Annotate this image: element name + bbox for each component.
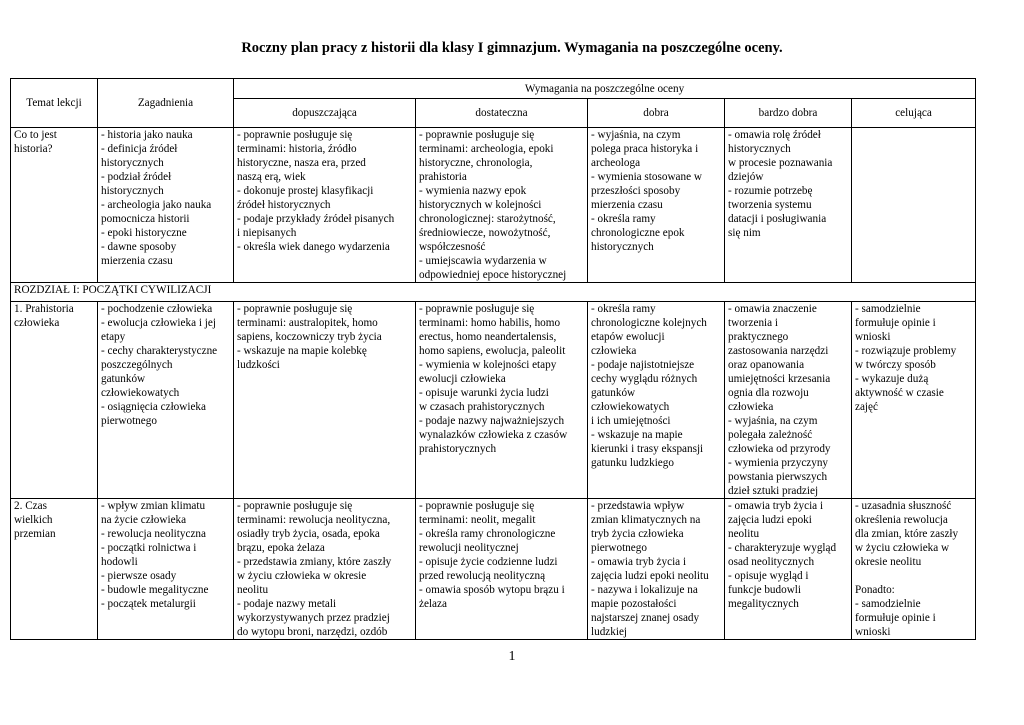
- page-number: 1: [508, 649, 516, 664]
- cell-line: w czasach prahistorycznych: [419, 401, 545, 413]
- cell-line: - wymienia nazwy epok: [419, 185, 527, 197]
- cell-line: chronologicznej: starożytność,: [419, 213, 556, 225]
- cell-line: w procesie poznawania: [728, 157, 833, 169]
- header-issues: Zagadnienia: [98, 79, 234, 128]
- cell-line: wnioski: [855, 626, 891, 638]
- cell-line: - poprawnie posługuje się: [237, 500, 353, 512]
- cell-line: - początki rolnictwa i: [101, 542, 197, 554]
- cell-line: polegała zależność: [728, 429, 813, 441]
- cell-line: człowiekowatych: [101, 387, 180, 399]
- cell-line: człowieka: [728, 401, 774, 413]
- cell-topic: [11, 128, 98, 283]
- cell-topic: [11, 302, 98, 499]
- cell-line: - określa ramy: [591, 213, 656, 225]
- cell-line: funkcje budowli: [728, 584, 802, 596]
- cell-line: - pierwsze osady: [101, 570, 177, 582]
- cell-line: - opisuje życie codzienne ludzi: [419, 556, 558, 568]
- cell-line: ludzkości: [237, 359, 280, 371]
- cell-line: przed rewolucją neolityczną: [419, 570, 546, 582]
- cell-line: średniowiecze, nowożytność,: [419, 227, 551, 239]
- cell-line: formułuje opinie i: [855, 612, 936, 624]
- cell-dobra: [588, 499, 725, 640]
- cell-line: brązu, epoka żelaza: [237, 542, 325, 554]
- cell-line: tworzenia systemu: [728, 199, 812, 211]
- cell-line: prahistoria: [419, 171, 467, 183]
- cell-line: terminami: neolit, megalit: [419, 514, 536, 526]
- cell-line: - charakteryzuje wygląd: [728, 542, 837, 554]
- cell-line: chronologiczne epok: [591, 227, 685, 239]
- cell-line: - rewolucja neolityczna: [101, 528, 206, 540]
- cell-line: rewolucji neolitycznej: [419, 542, 519, 554]
- requirements-table: [10, 78, 976, 640]
- cell-line: polega praca historyka i: [591, 143, 699, 155]
- cell-line: etapy: [101, 331, 126, 343]
- cell-line: - uzasadnia słuszność: [855, 500, 952, 512]
- cell-line: historycznych w kolejności: [419, 199, 542, 211]
- cell-line: - poprawnie posługuje się: [419, 303, 535, 315]
- cell-line: wynalazków człowieka z czasów: [419, 429, 568, 441]
- cell-line: zajęcia ludzi epoki neolitu: [591, 570, 709, 582]
- cell-line: - przedstawia zmiany, które zaszły: [237, 556, 392, 568]
- cell-line: - umiejscawia wydarzenia w: [419, 255, 547, 267]
- cell-line: neolitu: [728, 528, 760, 540]
- cell-line: - wskazuje na mapie: [591, 429, 683, 441]
- cell-line: datacji i posługiwania: [728, 213, 827, 225]
- header-grade-dobra: dobra: [588, 99, 725, 128]
- cell-line: erectus, homo neandertalensis,: [419, 331, 557, 343]
- cell-line: - wymienia stosowane w: [591, 171, 702, 183]
- cell-line: i ich umiejętności: [591, 415, 671, 427]
- cell-line: historycznych: [591, 241, 654, 253]
- cell-line: powstania pierwszych: [728, 471, 828, 483]
- cell-line: - archeologia jako nauka: [101, 199, 212, 211]
- cell-line: - wyjaśnia, na czym: [591, 129, 681, 141]
- cell-line: w życiu człowieka w okresie: [237, 570, 367, 582]
- cell-line: - przedstawia wpływ: [591, 500, 685, 512]
- cell-line: Co to jest: [14, 129, 57, 141]
- cell-line: - omawia rolę źródeł: [728, 129, 821, 141]
- cell-line: - rozumie potrzebę: [728, 185, 813, 197]
- cell-line: - wymienia przyczyny: [728, 457, 829, 469]
- cell-line: - opisuje warunki życia ludzi: [419, 387, 549, 399]
- cell-line: oraz opanowania: [728, 359, 805, 371]
- header-topic: Temat lekcji: [11, 79, 98, 128]
- cell-line: megalitycznych: [728, 598, 799, 610]
- cell-line: współczesność: [419, 241, 486, 253]
- cell-line: historycznych: [101, 185, 164, 197]
- cell-line: ewolucji człowieka: [419, 373, 506, 385]
- cell-line: [855, 569, 972, 583]
- cell-dostateczna: [416, 499, 588, 640]
- cell-line: - omawia znaczenie: [728, 303, 817, 315]
- cell-line: - wykazuje dużą: [855, 373, 929, 385]
- cell-line: formułuje opinie i: [855, 317, 936, 329]
- cell-line: wykorzystywanych przez pradziej: [237, 612, 390, 624]
- cell-line: - epoki historyczne: [101, 227, 187, 239]
- cell-dobra: [588, 128, 725, 283]
- cell-line: - samodzielnie: [855, 598, 921, 610]
- header-grade-dopuszczajaca: dopuszczająca: [234, 99, 416, 128]
- cell-line: cechy wyglądu różnych: [591, 373, 698, 385]
- cell-bardzo-dobra: [725, 128, 852, 283]
- cell-line: - poprawnie posługuje się: [419, 129, 535, 141]
- cell-line: - określa wiek danego wydarzenia: [237, 241, 390, 253]
- cell-line: homo sapiens, ewolucja, paleolit: [419, 345, 566, 357]
- section-row: [11, 283, 976, 302]
- cell-line: neolitu: [237, 584, 269, 596]
- cell-line: 1. Prahistoria: [14, 303, 74, 315]
- cell-line: terminami: historia, źródło: [237, 143, 357, 155]
- document-title: Roczny plan pracy z historii dla klasy I gimnazjum. Wymagania na poszczególne oceny.: [241, 40, 783, 56]
- cell-line: zmian klimatycznych na: [591, 514, 701, 526]
- cell-line: - podaje nazwy metali: [237, 598, 337, 610]
- cell-line: w życiu człowieka w: [855, 542, 950, 554]
- cell-line: zajęć: [855, 401, 878, 413]
- cell-line: dzieł sztuki pradziej: [728, 485, 819, 497]
- cell-line: naszą erą, wiek: [237, 171, 306, 183]
- cell-line: dla zmian, które zaszły: [855, 528, 959, 540]
- cell-line: prahistorycznych: [419, 443, 497, 455]
- cell-line: - opisuje wygląd i: [728, 570, 809, 582]
- cell-line: - poprawnie posługuje się: [237, 129, 353, 141]
- cell-line: wnioski: [855, 331, 891, 343]
- cell-line: chronologiczne kolejnych: [591, 317, 707, 329]
- cell-line: wielkich: [14, 514, 53, 526]
- cell-line: - określa ramy chronologiczne: [419, 528, 556, 540]
- cell-issues: [98, 302, 234, 499]
- cell-line: - nazywa i lokalizuje na: [591, 584, 698, 596]
- cell-line: - początek metalurgii: [101, 598, 196, 610]
- cell-line: - podaje najistotniejsze: [591, 359, 695, 371]
- table-row: [11, 499, 976, 640]
- cell-celujaca: [852, 302, 976, 499]
- cell-line: terminami: australopitek, homo: [237, 317, 378, 329]
- cell-line: poszczególnych: [101, 359, 173, 371]
- cell-line: - wpływ zmian klimatu: [101, 500, 206, 512]
- cell-line: ludzkiej: [591, 626, 628, 638]
- cell-line: żelaza: [419, 598, 447, 610]
- cell-line: źródeł historycznych: [237, 199, 331, 211]
- cell-line: - dokonuje prostej klasyfikacji: [237, 185, 374, 197]
- cell-line: do wytopu broni, narzędzi, ozdób: [237, 626, 388, 638]
- cell-line: przeszłości sposoby: [591, 185, 681, 197]
- cell-line: tworzenia i: [728, 317, 779, 329]
- cell-line: - omawia tryb życia i: [591, 556, 687, 568]
- cell-line: - poprawnie posługuje się: [237, 303, 353, 315]
- cell-line: gatunku ludzkiego: [591, 457, 674, 469]
- cell-line: się nim: [728, 227, 761, 239]
- cell-line: - samodzielnie: [855, 303, 921, 315]
- cell-line: - wymienia w kolejności etapy: [419, 359, 557, 371]
- cell-celujaca: [852, 499, 976, 640]
- cell-line: historycznych: [101, 157, 164, 169]
- cell-line: terminami: rewolucja neolityczna,: [237, 514, 391, 526]
- cell-line: terminami: archeologia, epoki: [419, 143, 554, 155]
- cell-line: mierzenia czasu: [101, 255, 173, 267]
- cell-line: - historia jako nauka: [101, 129, 193, 141]
- cell-line: pierwotnego: [591, 542, 647, 554]
- section-title: ROZDZIAŁ I: POCZĄTKI CYWILIZACJI: [11, 283, 976, 302]
- header-grade-dostateczna: dostateczna: [416, 99, 588, 128]
- cell-line: kierunki i trasy ekspansji: [591, 443, 704, 455]
- header-requirements: Wymagania na poszczególne oceny: [234, 79, 976, 99]
- cell-line: - budowle megalityczne: [101, 584, 209, 596]
- cell-line: gatunków: [101, 373, 146, 385]
- cell-line: - omawia sposób wytopu brązu i: [419, 584, 565, 596]
- cell-line: historyczne, chronologia,: [419, 157, 533, 169]
- cell-line: człowieka: [14, 317, 60, 329]
- cell-line: - dawne sposoby: [101, 241, 177, 253]
- cell-line: przemian: [14, 528, 56, 540]
- cell-line: - podaje przykłady źródeł pisanych: [237, 213, 395, 225]
- cell-line: pierwotnego: [101, 415, 157, 427]
- cell-line: osiadły tryb życia, osada, epoka: [237, 528, 380, 540]
- cell-line: człowieka od przyrody: [728, 443, 831, 455]
- cell-line: etapów ewolucji: [591, 331, 665, 343]
- cell-line: historia?: [14, 143, 53, 155]
- cell-line: w twórczy sposób: [855, 359, 936, 371]
- cell-line: i niepisanych: [237, 227, 297, 239]
- cell-line: gatunków: [591, 387, 636, 399]
- cell-line: osad neolitycznych: [728, 556, 815, 568]
- cell-line: - podział źródeł: [101, 171, 172, 183]
- cell-line: zastosowania narzędzi: [728, 345, 829, 357]
- cell-line: pomocnicza historii: [101, 213, 190, 225]
- cell-line: zajęcia ludzi epoki: [728, 514, 812, 526]
- cell-topic: [11, 499, 98, 640]
- cell-line: człowieka: [591, 345, 637, 357]
- cell-bardzo-dobra: [725, 499, 852, 640]
- cell-issues: [98, 128, 234, 283]
- cell-line: - wyjaśnia, na czym: [728, 415, 818, 427]
- cell-line: najstarszej znanej osady: [591, 612, 700, 624]
- cell-line: - poprawnie posługuje się: [419, 500, 535, 512]
- cell-line: mierzenia czasu: [591, 199, 663, 211]
- cell-line: hodowli: [101, 556, 138, 568]
- cell-line: Ponadto:: [855, 584, 895, 596]
- cell-line: dziejów: [728, 171, 764, 183]
- cell-line: na życie człowieka: [101, 514, 187, 526]
- cell-line: człowiekowatych: [591, 401, 670, 413]
- cell-celujaca: [852, 128, 976, 283]
- cell-line: - definicja źródeł: [101, 143, 178, 155]
- cell-dobra: [588, 302, 725, 499]
- cell-line: określenia rewolucja: [855, 514, 948, 526]
- cell-line: historycznych: [728, 143, 791, 155]
- cell-dopuszczajaca: [234, 302, 416, 499]
- cell-line: - rozwiązuje problemy: [855, 345, 957, 357]
- cell-line: - określa ramy: [591, 303, 656, 315]
- cell-line: tryb życia człowieka: [591, 528, 684, 540]
- cell-line: - wskazuje na mapie kolebkę: [237, 345, 367, 357]
- cell-line: terminami: homo habilis, homo: [419, 317, 561, 329]
- cell-line: 2. Czas: [14, 500, 47, 512]
- header-grade-celujaca: celująca: [852, 99, 976, 128]
- cell-line: - pochodzenie człowieka: [101, 303, 213, 315]
- cell-line: historyczne, nasza era, przed: [237, 157, 366, 169]
- cell-line: - omawia tryb życia i: [728, 500, 824, 512]
- cell-line: odpowiedniej epoce historycznej: [419, 269, 567, 281]
- cell-line: okresie neolitu: [855, 556, 922, 568]
- cell-line: archeologa: [591, 157, 641, 169]
- cell-issues: [98, 499, 234, 640]
- cell-dopuszczajaca: [234, 499, 416, 640]
- cell-line: ognia dla rozwoju: [728, 387, 809, 399]
- cell-line: - cechy charakterystyczne: [101, 345, 218, 357]
- cell-dostateczna: [416, 302, 588, 499]
- table-row: [11, 128, 976, 283]
- table-row: [11, 302, 976, 499]
- header-grade-bardzo-dobra: bardzo dobra: [725, 99, 852, 128]
- cell-dostateczna: [416, 128, 588, 283]
- cell-line: - osiągnięcia człowieka: [101, 401, 206, 413]
- cell-line: praktycznego: [728, 331, 789, 343]
- cell-line: - ewolucja człowieka i jej: [101, 317, 216, 329]
- cell-line: - podaje nazwy najważniejszych: [419, 415, 565, 427]
- cell-line: mapie pozostałości: [591, 598, 677, 610]
- cell-line: aktywność w czasie: [855, 387, 944, 399]
- cell-bardzo-dobra: [725, 302, 852, 499]
- cell-line: umiejętności krzesania: [728, 373, 831, 385]
- cell-dopuszczajaca: [234, 128, 416, 283]
- cell-line: sapiens, koczowniczy tryb życia: [237, 331, 382, 343]
